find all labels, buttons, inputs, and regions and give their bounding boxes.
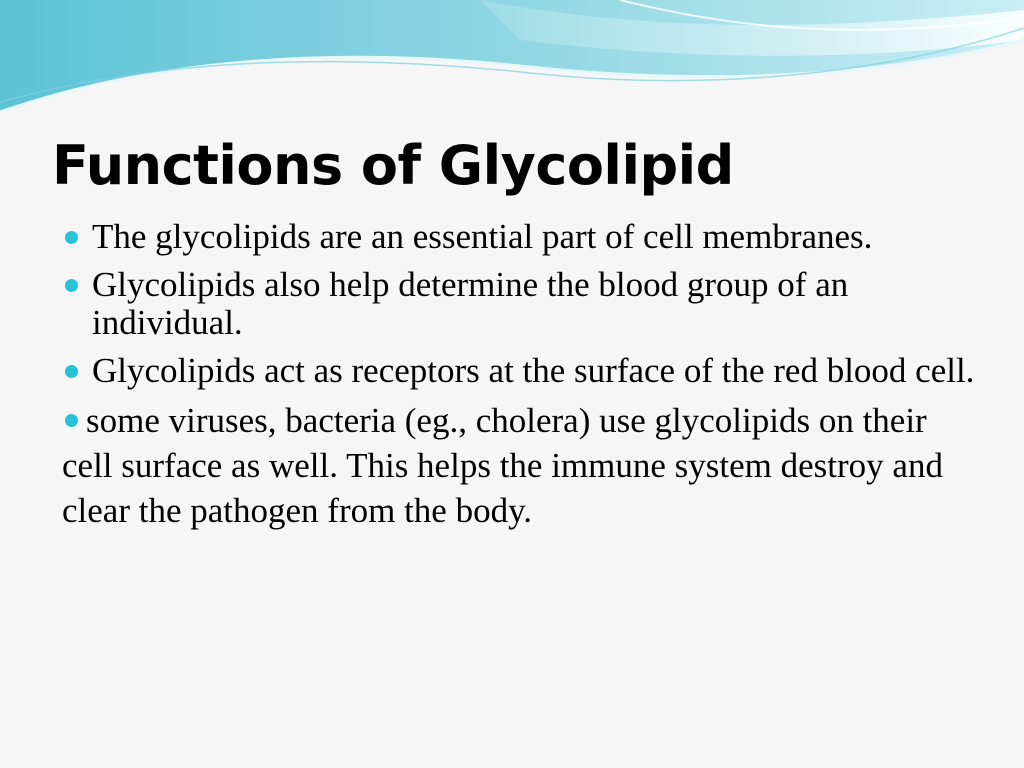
bullet-text: Glycolipids act as receptors at the surface of the red blood cell.	[92, 351, 975, 390]
bullet-icon	[65, 365, 78, 378]
slide-title: Functions of Glycolipid	[52, 134, 734, 197]
bullet-item	[62, 398, 982, 533]
bullet-icon	[65, 231, 78, 244]
header-wave-decoration	[0, 0, 1024, 130]
bullet-icon	[65, 414, 78, 427]
bullet-text: Glycolipids also help determine the blood group of an individual.	[92, 265, 849, 342]
bullet-item	[62, 352, 982, 390]
bullet-text: some viruses, bacteria (eg., cholera) use glycolipids on their cell surface as well. This helps the immune system destroy and clear the pathogen from the body.	[62, 401, 943, 530]
bullet-list	[62, 218, 982, 543]
bullet-text: The glycolipids are an essential part of cell membranes.	[92, 217, 873, 256]
bullet-item	[62, 218, 982, 256]
bullet-item	[62, 266, 982, 342]
bullet-icon	[65, 279, 78, 292]
